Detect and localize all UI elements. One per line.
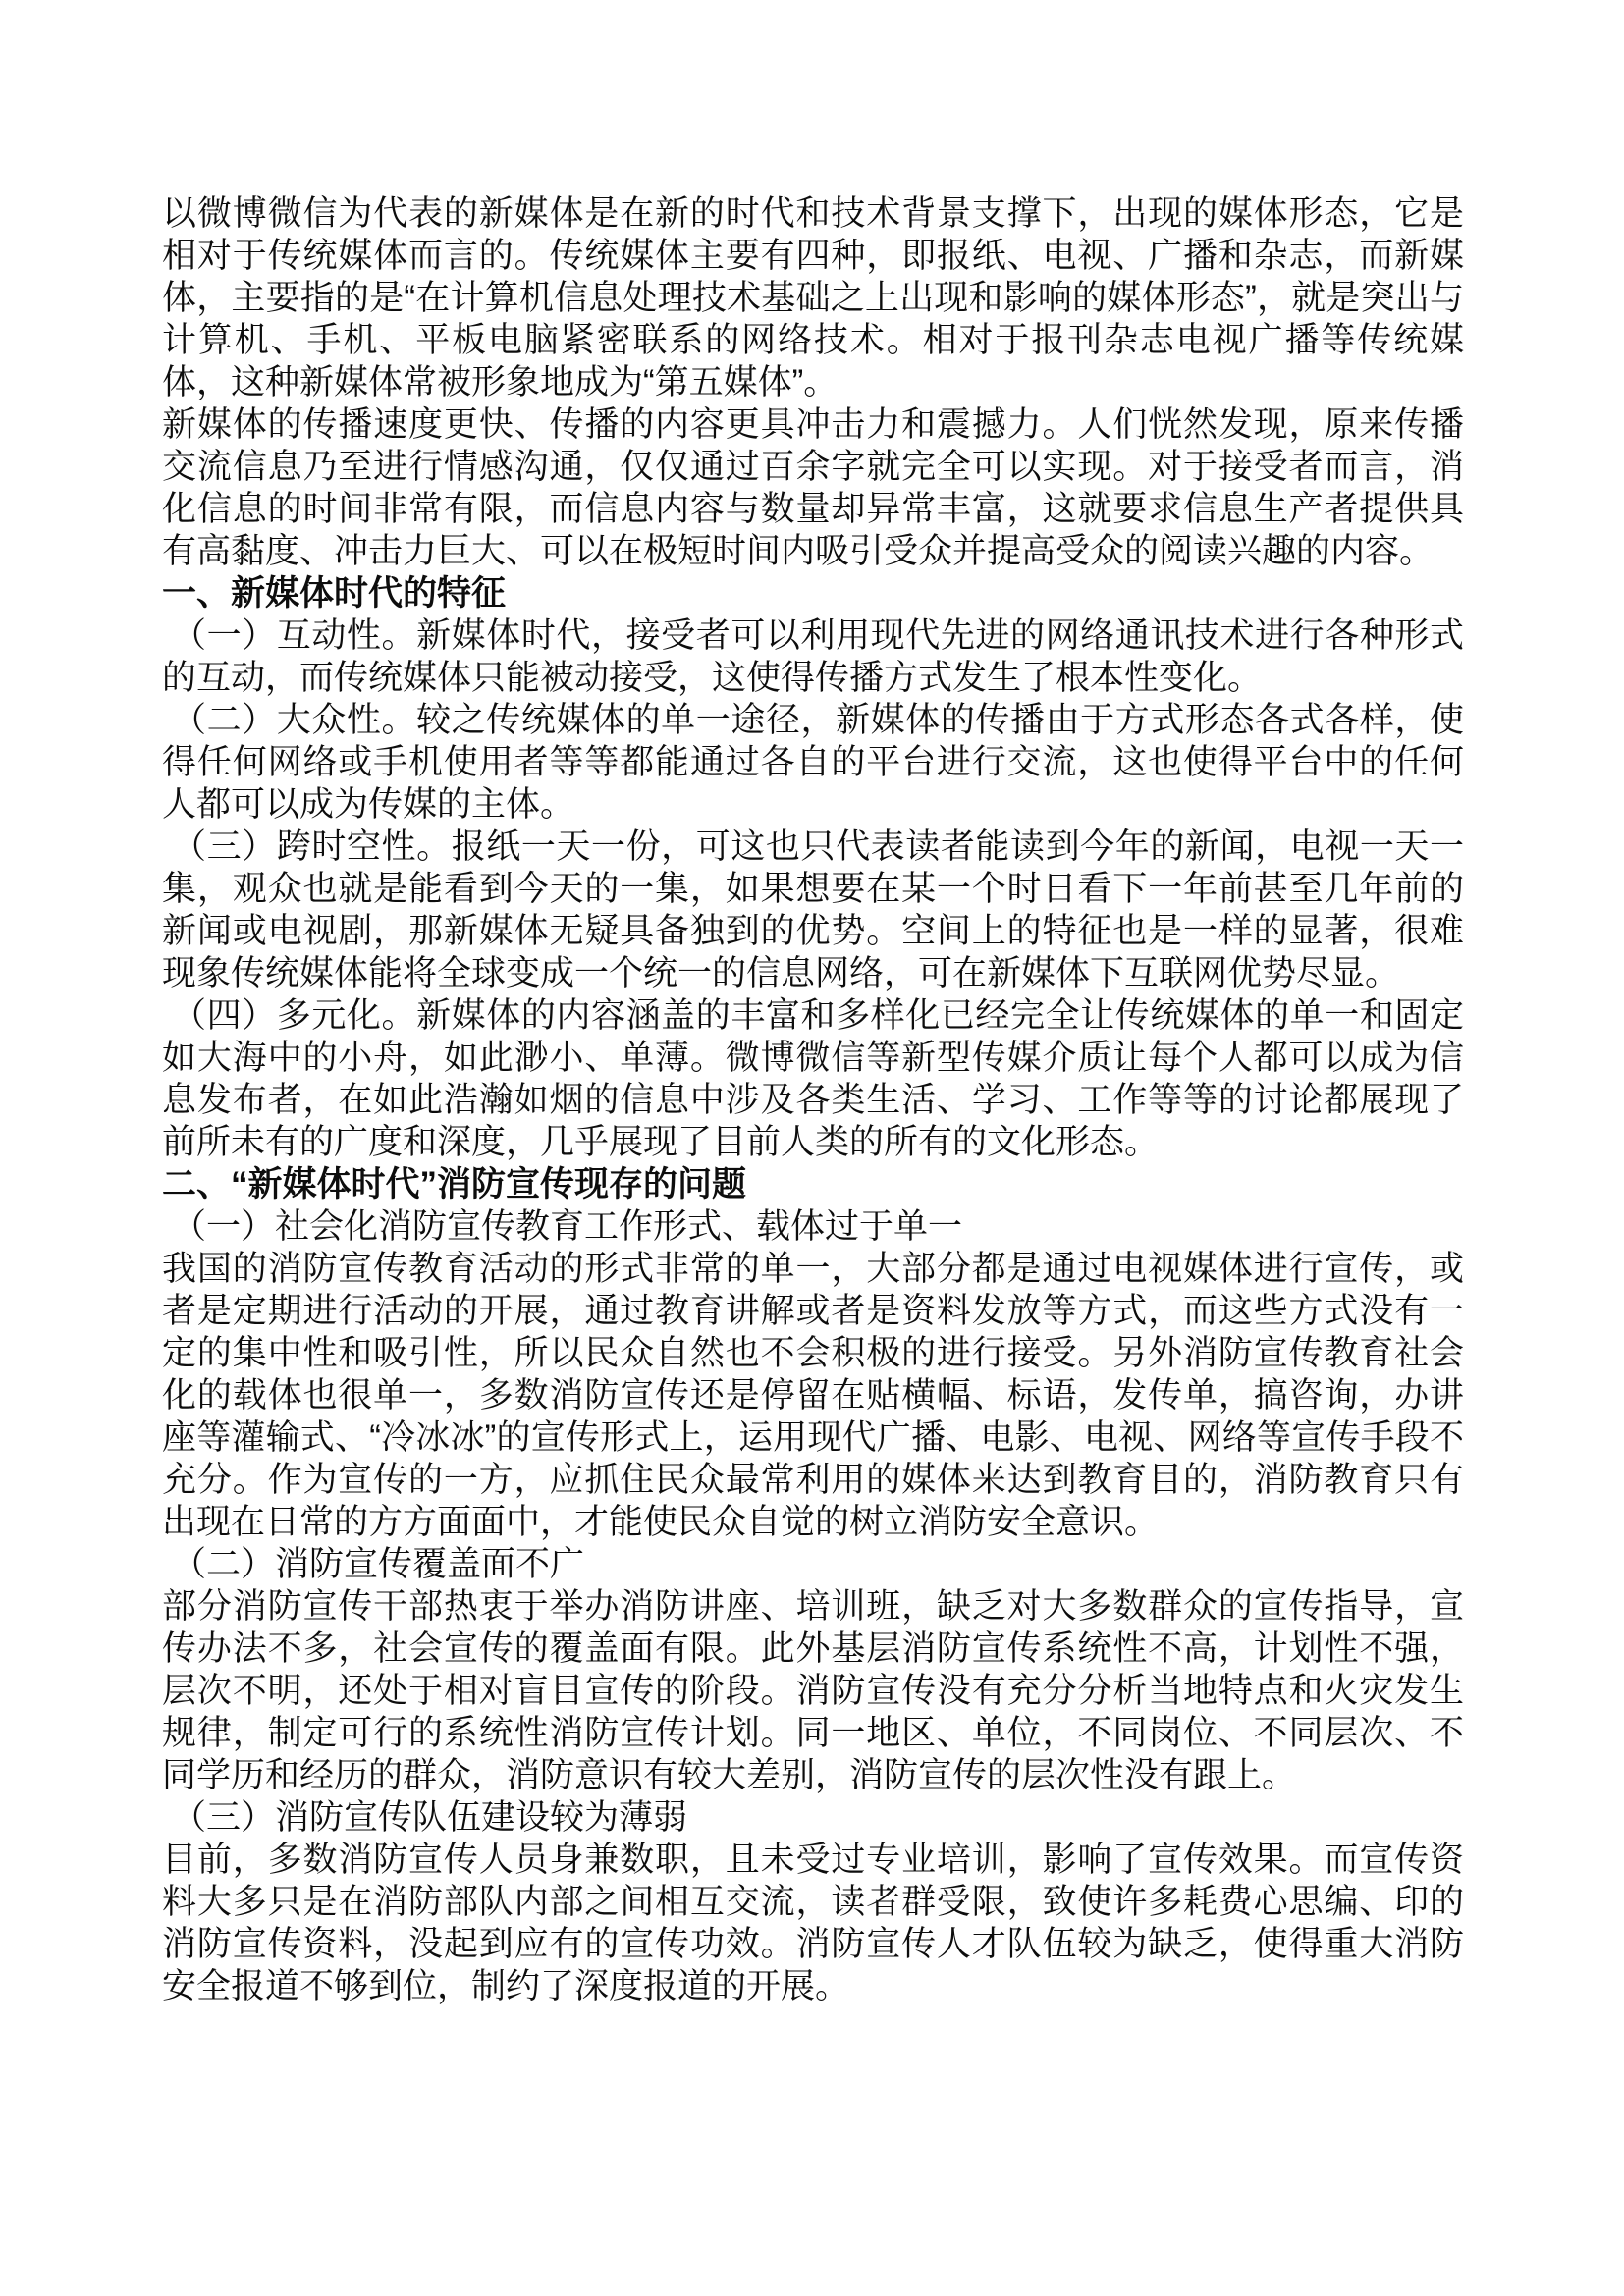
section-heading: 二、“新媒体时代”消防宣传现存的问题 [162,1165,747,1203]
paragraph: 目前，多数消防宣传人员身兼数职，且未受过专业培训，影响了宣传效果。而宣传资料大多只是在消防部队内部之间相互交流，读者群受限，致使许多耗费心思编、印的消防宣传资料，没起到应有的宣传功效。消防宣传人才队伍较为缺乏，使得重大消防安全报道不够到位，制约了深度报道的开展。 [162,1841,1464,2005]
paragraph: （二）消防宣传覆盖面不广 [172,1545,585,1583]
paragraph: （二）大众性。较之传统媒体的单一途径，新媒体的传播由于方式形态各式各样，使得任何网络或手机使用者等等都能通过各自的平台进行交流，这也使得平台中的任何人都可以成为传媒的主体。 [162,701,1464,824]
document-body [162,192,1464,2007]
paragraph: （一）社会化消防宣传教育工作形式、载体过于单一 [172,1207,963,1246]
paragraph: （一）互动性。新媒体时代，接受者可以利用现代先进的网络通讯技术进行各种形式的互动，而传统媒体只能被动接受，这使得传播方式发生了根本性变化。 [162,616,1464,697]
paragraph: （三）跨时空性。报纸一天一份，可这也只代表读者能读到今年的新闻，电视一天一集，观众也就是能看到今天的一集，如果想要在某一个时日看下一年前甚至几年前的新闻或电视剧，那新媒体无疑具备独到的优势。空间上的特征也是一样的显著，很难现象传统媒体能将全球变成一个统一的信息网络，可在新媒体下互联网优势尽显。 [162,828,1464,992]
section-heading: 一、新媒体时代的特征 [162,574,507,613]
paragraph: （三）消防宣传队伍建设较为薄弱 [172,1798,688,1837]
paragraph: 部分消防宣传干部热衷于举办消防讲座、培训班，缺乏对大多数群众的宣传指导，宣传办法不多，社会宣传的覆盖面有限。此外基层消防宣传系统性不高，计划性不强，层次不明，还处于相对盲目宣传的阶段。消防宣传没有充分分析当地特点和火灾发生规律，制定可行的系统性消防宣传计划。同一地区、单位，不同岗位、不同层次、不同学历和经历的群众，消防意识有较大差别，消防宣传的层次性没有跟上。 [162,1587,1464,1794]
paragraph: 我国的消防宣传教育活动的形式非常的单一，大部分都是通过电视媒体进行宣传，或者是定期进行活动的开展，通过教育讲解或者是资料发放等方式，而这些方式没有一定的集中性和吸引性，所以民众自然也不会积极的进行接受。另外消防宣传教育社会化的载体也很单一，多数消防宣传还是停留在贴横幅、标语，发传单，搞咨询，办讲座等灌输式、“冷冰冰”的宣传形式上，运用现代广播、电影、电视、网络等宣传手段不充分。作为宣传的一方，应抓住民众最常利用的媒体来达到教育目的，消防教育只有出现在日常的方方面面中，才能使民众自觉的树立消防安全意识。 [162,1250,1464,1541]
paragraph: 新媒体的传播速度更快、传播的内容更具冲击力和震撼力。人们恍然发现，原来传播交流信息乃至进行情感沟通，仅仅通过百余字就完全可以实现。对于接受者而言，消化信息的时间非常有限，而信息内容与数量却异常丰富，这就要求信息生产者提供具有高黏度、冲击力巨大、可以在极短时间内吸引受众并提高受众的阅读兴趣的内容。 [162,405,1464,570]
paragraph: （四）多元化。新媒体的内容涵盖的丰富和多样化已经完全让传统媒体的单一和固定如大海中的小舟，如此渺小、单薄。微博微信等新型传媒介质让每个人都可以成为信息发布者，在如此浩瀚如烟的信息中涉及各类生活、学习、工作等等的讨论都展现了前所未有的广度和深度，几乎展现了目前人类的所有的文化形态。 [162,996,1464,1161]
paragraph: 以微博微信为代表的新媒体是在新的时代和技术背景支撑下，出现的媒体形态，它是相对于传统媒体而言的。传统媒体主要有四种，即报纸、电视、广播和杂志，而新媒体，主要指的是“在计算机信息处理技术基础之上出现和影响的媒体形态”，就是突出与计算机、手机、平板电脑紧密联系的网络技术。相对于报刊杂志电视广播等传统媒体，这种新媒体常被形象地成为“第五媒体”。 [162,194,1464,401]
